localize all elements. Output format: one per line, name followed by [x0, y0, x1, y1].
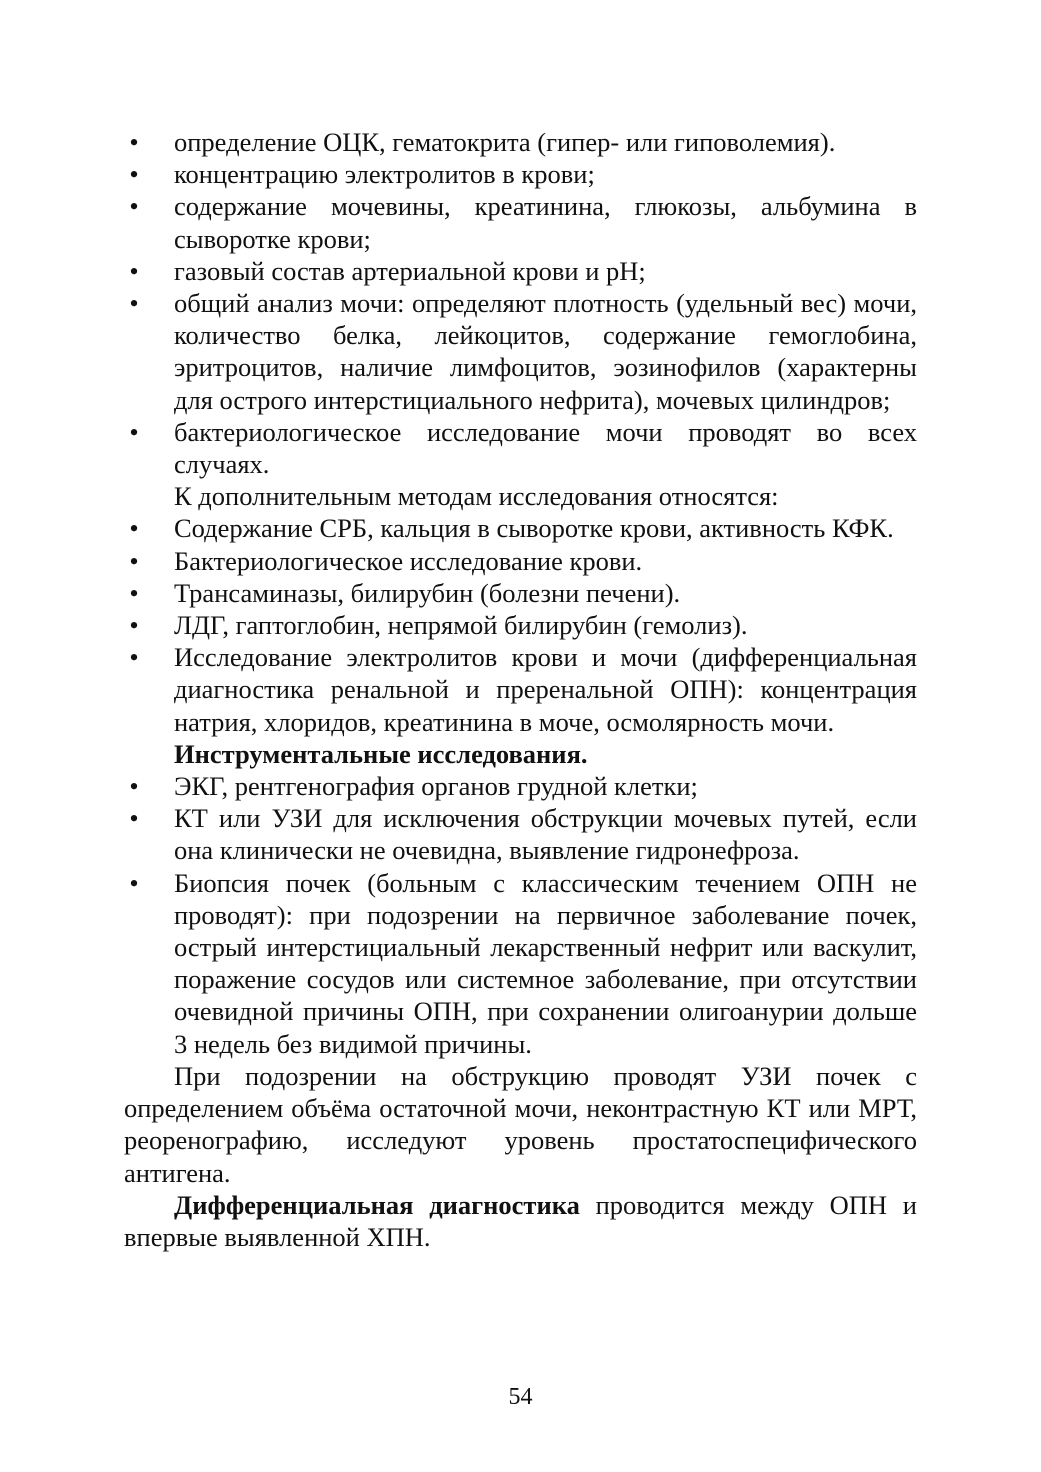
- page-body: [124, 126, 917, 1253]
- list-item: • содержание мочевины, креатинина, глюкозы, альбумина в сыворотке крови;: [124, 190, 917, 254]
- list-item: • газовый состав артериальной крови и рН;: [124, 255, 917, 287]
- bullet-icon: •: [129, 610, 139, 641]
- bullet-icon: •: [129, 577, 139, 608]
- bullet-icon: •: [129, 288, 139, 319]
- diff-text: проводится между ОПН и впервые выявленной ХПН.: [124, 1189, 917, 1252]
- list-item: • Биопсия почек (больным с классическим течением ОПН не проводят): при подозрении на первичное заболевание почек, острый интерстициальный лекарственный нефрит или васкулит, поражение сосудов или системное заболевание, при отсутствии очевидной причины ОПН, при сохранении олигоанурии дольше 3 недель без видимой причины.: [124, 867, 917, 1060]
- bullet-icon: •: [129, 513, 139, 544]
- list-item: • Бактериологическое исследование крови.: [124, 545, 917, 577]
- list-item: • бактериологическое исследование мочи проводят во всех случаях.: [124, 416, 917, 480]
- bullet-icon: •: [129, 416, 139, 447]
- diff-term: Дифференциальная диагностика: [174, 1189, 580, 1220]
- list-item: • концентрацию электролитов в крови;: [124, 158, 917, 190]
- bullet-icon: •: [129, 642, 139, 673]
- list-item: • ЭКГ, рентгенография органов грудной клетки;: [124, 770, 917, 802]
- bullet-icon: •: [129, 255, 139, 286]
- list-item: • определение ОЦК, гематокрита (гипер- или гиповолемия).: [124, 126, 917, 158]
- bullet-icon: •: [129, 867, 139, 898]
- obstruction-paragraph: При подозрении на обструкцию проводят УЗИ почек с определением объёма остаточной мочи, неконтрастную КТ или МРТ, реоренографию, исследуют уровень простатоспецифического антигена.: [124, 1060, 917, 1188]
- list-item: • ЛДГ, гаптоглобин, непрямой билирубин (гемолиз).: [124, 609, 917, 641]
- bullet-icon: •: [129, 545, 139, 576]
- list-item: • Трансаминазы, билирубин (болезни печени).: [124, 577, 917, 609]
- list-extra-tests: [124, 512, 917, 737]
- extra-methods-intro: К дополнительным методам исследования относятся:: [174, 481, 779, 512]
- section-heading: Инструментальные исследования.: [174, 738, 588, 769]
- page-number: 54: [508, 1384, 533, 1410]
- bullet-icon: •: [129, 159, 139, 190]
- instrumental-heading: [124, 738, 917, 770]
- list-item: • КТ или УЗИ для исключения обструкции мочевых путей, если она клинически не очевидна, выявление гидронефроза.: [124, 802, 917, 866]
- list-item: • Содержание СРБ, кальция в сыворотке крови, активность КФК.: [124, 512, 917, 544]
- list-instrumental-tests: [124, 770, 917, 1060]
- bullet-icon: •: [129, 771, 139, 802]
- bullet-icon: •: [129, 803, 139, 834]
- list-item: • Исследование электролитов крови и мочи (дифференциальная диагностика ренальной и преренальной ОПН): концентрация натрия, хлоридов, креатинина в моче, осмолярность мочи.: [124, 641, 917, 738]
- list-primary-tests: [124, 126, 917, 480]
- bullet-icon: •: [129, 127, 139, 157]
- differential-diagnosis-paragraph: [124, 1189, 917, 1253]
- bullet-icon: •: [129, 191, 139, 222]
- list-item: • общий анализ мочи: определяют плотность (удельный вес) мочи, количество белка, лейкоцитов, содержание гемоглобина, эритроцитов, наличие лимфоцитов, эозинофилов (характерны для острого интерстициального нефрита), мочевых цилиндров;: [124, 287, 917, 416]
